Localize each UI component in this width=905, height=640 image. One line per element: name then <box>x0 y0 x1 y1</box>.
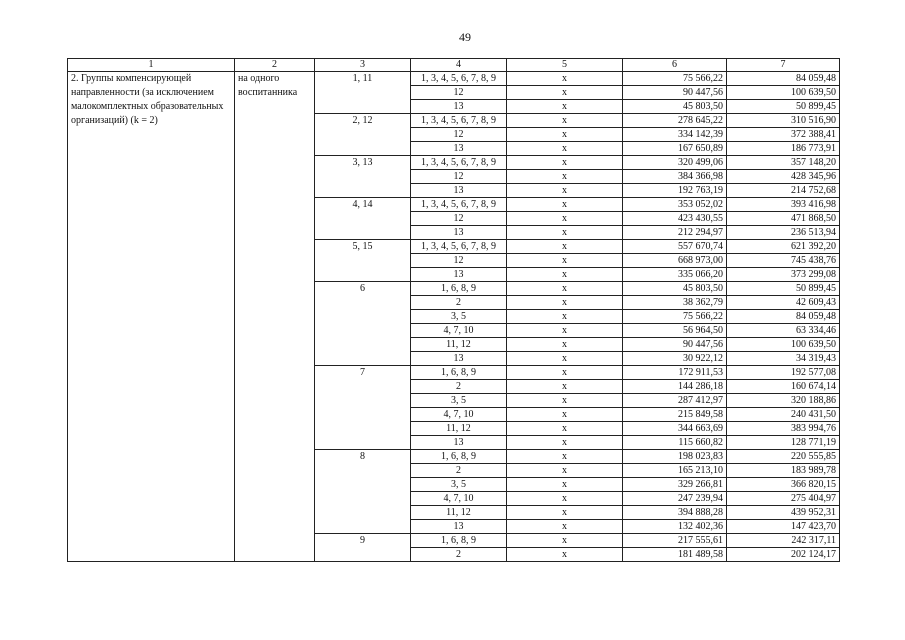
subgroup-cell: 12 <box>411 128 507 142</box>
value-cell-col6: 247 239,94 <box>623 492 727 506</box>
table-row <box>68 72 840 86</box>
subgroup-cell: 4, 7, 10 <box>411 408 507 422</box>
value-cell-col7: 471 868,50 <box>727 212 840 226</box>
value-cell-col6: 167 650,89 <box>623 142 727 156</box>
subgroup-cell: 13 <box>411 142 507 156</box>
value-cell-col6: 198 023,83 <box>623 450 727 464</box>
subgroup-cell: 12 <box>411 212 507 226</box>
subgroup-cell: 1, 6, 8, 9 <box>411 534 507 548</box>
value-cell-col7: 236 513,94 <box>727 226 840 240</box>
value-cell-col6: 90 447,56 <box>623 86 727 100</box>
mark-cell: x <box>507 436 623 450</box>
mark-cell: x <box>507 534 623 548</box>
mark-cell: x <box>507 156 623 170</box>
value-cell-col7: 202 124,17 <box>727 548 840 562</box>
value-cell-col7: 147 423,70 <box>727 520 840 534</box>
mark-cell: x <box>507 198 623 212</box>
value-cell-col6: 287 412,97 <box>623 394 727 408</box>
subgroup-cell: 2 <box>411 464 507 478</box>
value-cell-col7: 84 059,48 <box>727 310 840 324</box>
value-cell-col6: 75 566,22 <box>623 310 727 324</box>
value-cell-col6: 90 447,56 <box>623 338 727 352</box>
header-cell-col1: 1 <box>68 59 235 72</box>
group-code-cell: 3, 13 <box>315 156 411 198</box>
subgroup-cell: 3, 5 <box>411 310 507 324</box>
value-cell-col7: 50 899,45 <box>727 282 840 296</box>
value-cell-col7: 100 639,50 <box>727 338 840 352</box>
header-cell-col4: 4 <box>411 59 507 72</box>
value-cell-col6: 115 660,82 <box>623 436 727 450</box>
mark-cell: x <box>507 72 623 86</box>
subgroup-cell: 12 <box>411 170 507 184</box>
subgroup-cell: 1, 3, 4, 5, 6, 7, 8, 9 <box>411 240 507 254</box>
mark-cell: x <box>507 450 623 464</box>
header-cell-col5: 5 <box>507 59 623 72</box>
subgroup-cell: 1, 6, 8, 9 <box>411 450 507 464</box>
subgroup-cell: 11, 12 <box>411 422 507 436</box>
value-cell-col7: 63 334,46 <box>727 324 840 338</box>
subgroup-cell: 2 <box>411 296 507 310</box>
mark-cell: x <box>507 184 623 198</box>
mark-cell: x <box>507 86 623 100</box>
value-cell-col6: 132 402,36 <box>623 520 727 534</box>
mark-cell: x <box>507 240 623 254</box>
value-cell-col6: 423 430,55 <box>623 212 727 226</box>
mark-cell: x <box>507 128 623 142</box>
mark-cell: x <box>507 212 623 226</box>
value-cell-col6: 45 803,50 <box>623 100 727 114</box>
mark-cell: x <box>507 254 623 268</box>
value-cell-col6: 30 922,12 <box>623 352 727 366</box>
value-cell-col7: 160 674,14 <box>727 380 840 394</box>
value-cell-col7: 310 516,90 <box>727 114 840 128</box>
value-cell-col7: 357 148,20 <box>727 156 840 170</box>
value-cell-col6: 181 489,58 <box>623 548 727 562</box>
subgroup-cell: 1, 3, 4, 5, 6, 7, 8, 9 <box>411 198 507 212</box>
category-cell: 2. Группы компенсирующей направленности (за исключением малокомплектных образовательных организаций) (k = 2) <box>68 72 235 562</box>
header-cell-col7: 7 <box>727 59 840 72</box>
mark-cell: x <box>507 310 623 324</box>
mark-cell: x <box>507 282 623 296</box>
value-cell-col7: 275 404,97 <box>727 492 840 506</box>
mark-cell: x <box>507 464 623 478</box>
unit-cell: на одного воспитанника <box>235 72 315 562</box>
subgroup-cell: 2 <box>411 380 507 394</box>
value-cell-col7: 34 319,43 <box>727 352 840 366</box>
subgroup-cell: 11, 12 <box>411 338 507 352</box>
mark-cell: x <box>507 380 623 394</box>
value-cell-col6: 192 763,19 <box>623 184 727 198</box>
value-cell-col6: 38 362,79 <box>623 296 727 310</box>
value-cell-col6: 172 911,53 <box>623 366 727 380</box>
value-cell-col7: 128 771,19 <box>727 436 840 450</box>
value-cell-col7: 100 639,50 <box>727 86 840 100</box>
mark-cell: x <box>507 268 623 282</box>
value-cell-col7: 50 899,45 <box>727 100 840 114</box>
mark-cell: x <box>507 520 623 534</box>
value-cell-col6: 278 645,22 <box>623 114 727 128</box>
value-cell-col7: 745 438,76 <box>727 254 840 268</box>
mark-cell: x <box>507 506 623 520</box>
table-body <box>68 59 840 562</box>
value-cell-col7: 242 317,11 <box>727 534 840 548</box>
mark-cell: x <box>507 324 623 338</box>
value-cell-col7: 428 345,96 <box>727 170 840 184</box>
value-cell-col7: 439 952,31 <box>727 506 840 520</box>
subgroup-cell: 2 <box>411 548 507 562</box>
subgroup-cell: 13 <box>411 100 507 114</box>
mark-cell: x <box>507 114 623 128</box>
value-cell-col7: 240 431,50 <box>727 408 840 422</box>
header-cell-col6: 6 <box>623 59 727 72</box>
value-cell-col7: 372 388,41 <box>727 128 840 142</box>
mark-cell: x <box>507 548 623 562</box>
value-cell-col6: 557 670,74 <box>623 240 727 254</box>
mark-cell: x <box>507 478 623 492</box>
subgroup-cell: 13 <box>411 268 507 282</box>
subgroup-cell: 4, 7, 10 <box>411 324 507 338</box>
page-number: 49 <box>459 30 471 44</box>
header-row <box>68 59 840 72</box>
value-cell-col6: 384 366,98 <box>623 170 727 184</box>
subgroup-cell: 1, 3, 4, 5, 6, 7, 8, 9 <box>411 114 507 128</box>
value-cell-col7: 320 188,86 <box>727 394 840 408</box>
mark-cell: x <box>507 394 623 408</box>
mark-cell: x <box>507 366 623 380</box>
mark-cell: x <box>507 100 623 114</box>
value-cell-col7: 383 994,76 <box>727 422 840 436</box>
value-cell-col7: 393 416,98 <box>727 198 840 212</box>
value-cell-col6: 335 066,20 <box>623 268 727 282</box>
value-cell-col7: 621 392,20 <box>727 240 840 254</box>
subgroup-cell: 1, 3, 4, 5, 6, 7, 8, 9 <box>411 156 507 170</box>
subgroup-cell: 1, 6, 8, 9 <box>411 282 507 296</box>
value-cell-col7: 366 820,15 <box>727 478 840 492</box>
subgroup-cell: 1, 6, 8, 9 <box>411 366 507 380</box>
header-cell-col2: 2 <box>235 59 315 72</box>
value-cell-col7: 84 059,48 <box>727 72 840 86</box>
value-cell-col7: 220 555,85 <box>727 450 840 464</box>
subgroup-cell: 3, 5 <box>411 478 507 492</box>
group-code-cell: 6 <box>315 282 411 366</box>
value-cell-col7: 192 577,08 <box>727 366 840 380</box>
value-cell-col6: 56 964,50 <box>623 324 727 338</box>
subgroup-cell: 13 <box>411 352 507 366</box>
subgroup-cell: 4, 7, 10 <box>411 492 507 506</box>
value-cell-col6: 353 052,02 <box>623 198 727 212</box>
value-cell-col6: 344 663,69 <box>623 422 727 436</box>
value-cell-col6: 334 142,39 <box>623 128 727 142</box>
value-cell-col7: 373 299,08 <box>727 268 840 282</box>
subgroup-cell: 1, 3, 4, 5, 6, 7, 8, 9 <box>411 72 507 86</box>
value-cell-col7: 186 773,91 <box>727 142 840 156</box>
group-code-cell: 9 <box>315 534 411 562</box>
group-code-cell: 8 <box>315 450 411 534</box>
value-cell-col6: 165 213,10 <box>623 464 727 478</box>
mark-cell: x <box>507 352 623 366</box>
value-cell-col6: 394 888,28 <box>623 506 727 520</box>
subgroup-cell: 13 <box>411 436 507 450</box>
value-cell-col7: 214 752,68 <box>727 184 840 198</box>
value-cell-col6: 215 849,58 <box>623 408 727 422</box>
header-cell-col3: 3 <box>315 59 411 72</box>
group-code-cell: 2, 12 <box>315 114 411 156</box>
mark-cell: x <box>507 338 623 352</box>
value-cell-col6: 212 294,97 <box>623 226 727 240</box>
subgroup-cell: 12 <box>411 254 507 268</box>
value-cell-col7: 183 989,78 <box>727 464 840 478</box>
subgroup-cell: 11, 12 <box>411 506 507 520</box>
value-cell-col6: 144 286,18 <box>623 380 727 394</box>
mark-cell: x <box>507 296 623 310</box>
subgroup-cell: 13 <box>411 226 507 240</box>
group-code-cell: 4, 14 <box>315 198 411 240</box>
mark-cell: x <box>507 226 623 240</box>
value-cell-col6: 329 266,81 <box>623 478 727 492</box>
subgroup-cell: 13 <box>411 184 507 198</box>
mark-cell: x <box>507 142 623 156</box>
value-cell-col7: 42 609,43 <box>727 296 840 310</box>
value-cell-col6: 217 555,61 <box>623 534 727 548</box>
mark-cell: x <box>507 492 623 506</box>
subgroup-cell: 3, 5 <box>411 394 507 408</box>
group-code-cell: 5, 15 <box>315 240 411 282</box>
mark-cell: x <box>507 170 623 184</box>
value-cell-col6: 75 566,22 <box>623 72 727 86</box>
value-cell-col6: 45 803,50 <box>623 282 727 296</box>
group-code-cell: 7 <box>315 366 411 450</box>
mark-cell: x <box>507 422 623 436</box>
value-cell-col6: 668 973,00 <box>623 254 727 268</box>
value-cell-col6: 320 499,06 <box>623 156 727 170</box>
group-code-cell: 1, 11 <box>315 72 411 114</box>
tariff-table <box>67 58 840 562</box>
subgroup-cell: 13 <box>411 520 507 534</box>
mark-cell: x <box>507 408 623 422</box>
subgroup-cell: 12 <box>411 86 507 100</box>
